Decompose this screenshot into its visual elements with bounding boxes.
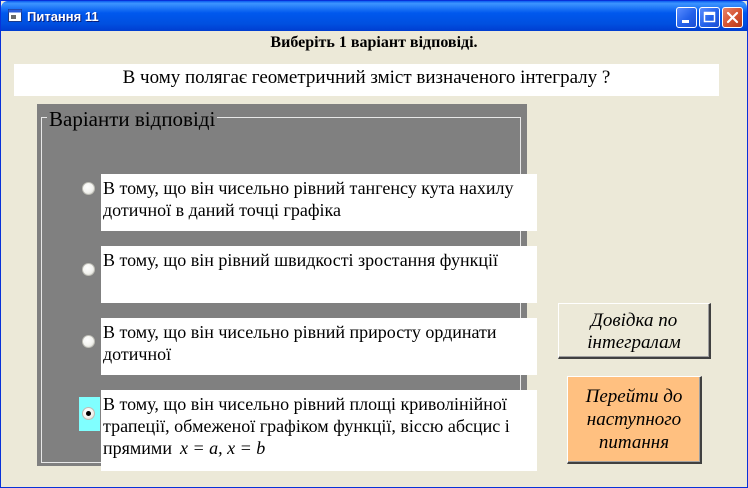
title-bar[interactable] bbox=[1, 1, 747, 31]
option-4-radio[interactable] bbox=[82, 407, 95, 420]
option-4-box[interactable] bbox=[101, 390, 537, 471]
close-button[interactable] bbox=[722, 7, 743, 28]
form-icon[interactable] bbox=[8, 9, 22, 22]
option-4-text: В тому, що він чисельно рівний площі криволінійної трапеції, обмеженої графіком функції, віссю абсцис і прямими bbox=[103, 394, 510, 458]
group-legend: Варіанти відповіді bbox=[49, 107, 216, 131]
option-3-text[interactable]: В тому, що він чисельно рівний приросту ординати дотичної bbox=[101, 318, 537, 375]
close-icon bbox=[723, 8, 742, 27]
option-3-radio-wrap[interactable] bbox=[79, 325, 100, 359]
option-1-text[interactable]: В тому, що він чисельно рівний тангенсу кута нахилу дотичної в даний точці графіка bbox=[101, 174, 537, 231]
question-label: В чому полягає геометричний зміст визначеного інтегралу ? bbox=[14, 64, 719, 96]
option-4-formula: x = a, x = b bbox=[179, 438, 266, 458]
maximize-button[interactable] bbox=[699, 7, 720, 28]
next-question-button[interactable]: Перейти до наступного питання bbox=[567, 376, 702, 464]
minimize-icon bbox=[677, 8, 696, 27]
option-2-radio[interactable] bbox=[82, 263, 95, 276]
maximize-icon bbox=[700, 8, 719, 27]
answer-options-group bbox=[37, 104, 527, 466]
option-1-radio-wrap[interactable] bbox=[79, 172, 100, 206]
client-area bbox=[4, 31, 744, 485]
window-title: Питання 11 bbox=[27, 9, 99, 24]
option-4-radio-wrap[interactable] bbox=[79, 397, 100, 431]
radio-selected-dot bbox=[86, 411, 91, 416]
option-2-radio-wrap[interactable] bbox=[79, 253, 100, 287]
instruction-label: Виберіть 1 варіант відповіді. bbox=[270, 34, 478, 51]
minimize-button[interactable] bbox=[676, 7, 697, 28]
option-1-radio[interactable] bbox=[82, 182, 95, 195]
integrals-help-button[interactable]: Довідка по інтегралам bbox=[558, 303, 711, 359]
option-3-radio[interactable] bbox=[82, 335, 95, 348]
option-2-text[interactable]: В тому, що він рівний швидкості зростання функції bbox=[101, 246, 537, 303]
